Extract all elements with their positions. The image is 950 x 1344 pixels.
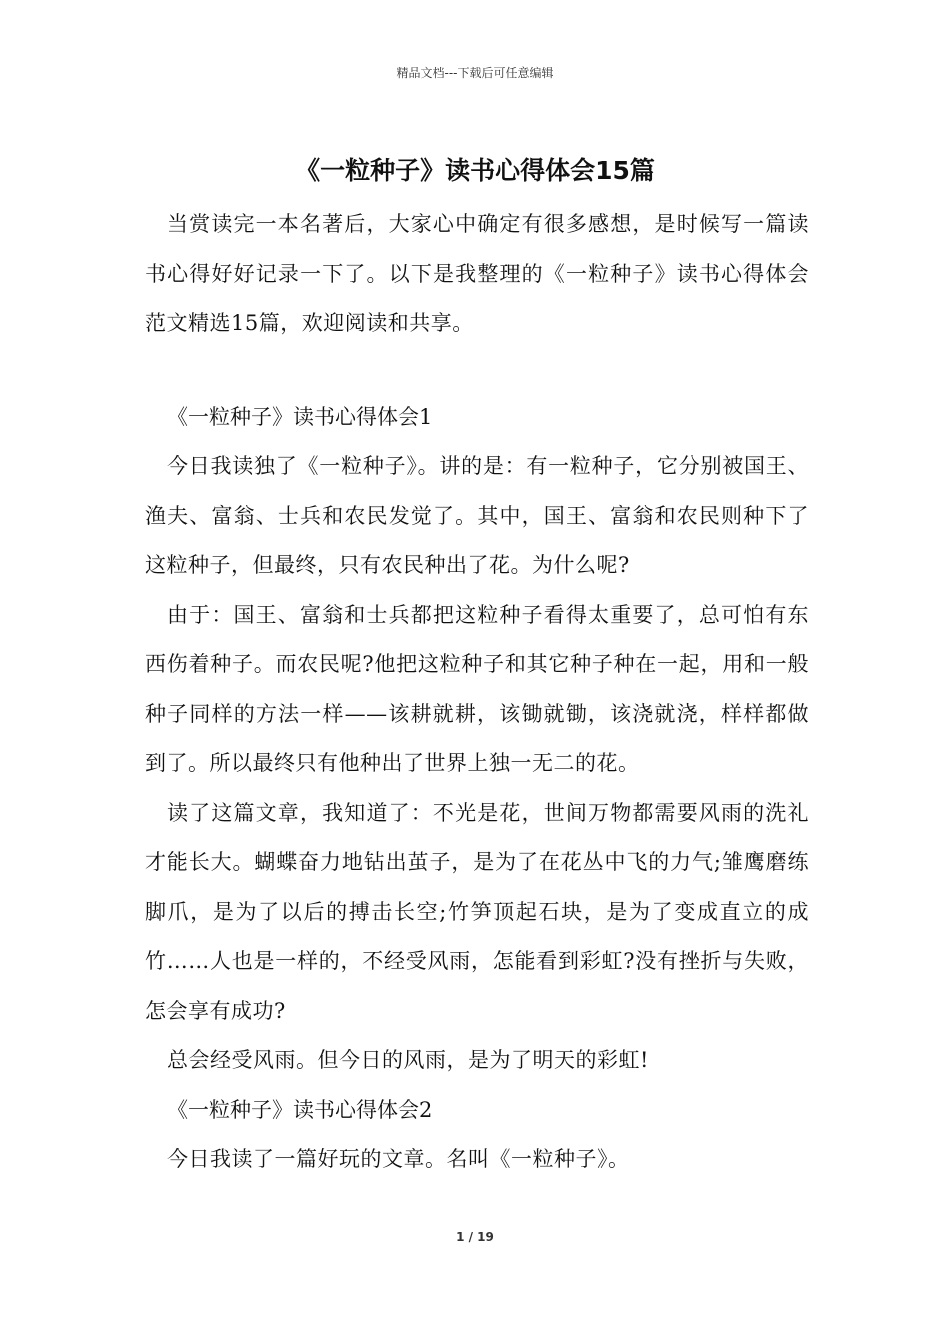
section-spacer xyxy=(145,349,809,393)
intro-paragraph: 当赏读完一本名著后，大家心中确定有很多感想，是时候写一篇读书心得好好记录一下了。以下是我整理的《一粒种子》读书心得体会范文精选15篇，欢迎阅读和共享。 xyxy=(145,212,809,335)
body-paragraph: 今日我读了一篇好玩的文章。名叫《一粒种子》。 xyxy=(167,1147,630,1171)
document-title: 《一粒种子》读书心得体会15篇 xyxy=(295,156,655,185)
body-paragraph: 今日我读独了《一粒种子》。讲的是：有一粒种子，它分别被国王、渔夫、富翁、士兵和农民发觉了。其中，国王、富翁和农民则种下了这粒种子，但最终，只有农民种出了花。为什么呢? xyxy=(145,454,809,577)
page-indicator: 1 / 19 xyxy=(456,1230,494,1244)
body-paragraph: 读了这篇文章，我知道了：不光是花，世间万物都需要风雨的洗礼才能长大。蝴蝶奋力地钻出茧子，是为了在花丛中飞的力气;雏鹰磨练脚爪，是为了以后的搏击长空;竹笋顶起石块，是为了变成直立的成竹……人也是一样的，不经受风雨，怎能看到彩虹?没有挫折与失败，怎会享有成功? xyxy=(145,800,809,1023)
page-header: 精品文档---下载后可任意编辑 xyxy=(396,66,554,80)
body-paragraph: 总会经受风雨。但今日的风雨，是为了明天的彩虹! xyxy=(167,1048,649,1072)
section-heading: 《一粒种子》读书心得体会1 xyxy=(167,404,433,429)
document-body xyxy=(145,200,809,1185)
section-heading: 《一粒种子》读书心得体会2 xyxy=(167,1097,433,1122)
body-paragraph: 由于：国王、富翁和士兵都把这粒种子看得太重要了，总可怕有东西伤着种子。而农民呢?他把这粒种子和其它种子种在一起，用和一般种子同样的方法一样——该耕就耕，该锄就锄，该浇就浇，样样都做到了。所以最终只有他种出了世界上独一无二的花。 xyxy=(145,602,809,775)
